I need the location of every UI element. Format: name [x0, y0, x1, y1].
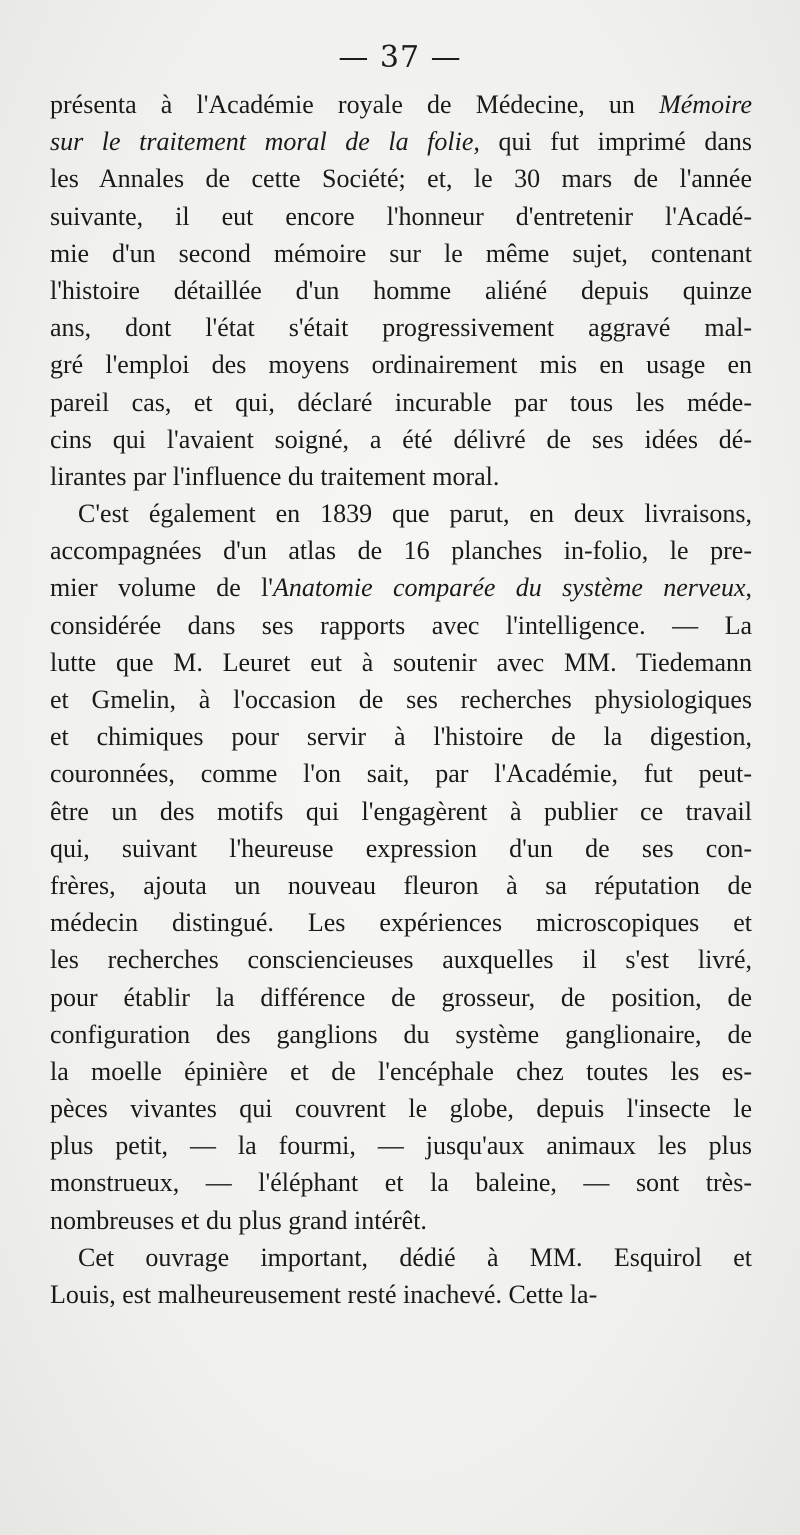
text-line	[50, 755, 752, 792]
text-segment: présenta à l'Académie royale de Médecine, un	[50, 90, 660, 119]
italic-title-segment: Mémoire	[659, 90, 752, 119]
text-segment: considérée dans ses rapports avec l'intelligence. — La	[50, 610, 752, 640]
text-segment: l'histoire détaillée d'un homme aliéné depuis quinze	[50, 275, 752, 305]
text-line	[50, 1239, 752, 1276]
text-line	[50, 421, 752, 458]
text-segment: frères, ajouta un nouveau fleuron à sa réputation de	[50, 870, 752, 900]
text-line	[50, 644, 752, 681]
text-line	[50, 1202, 752, 1239]
text-segment: ,	[745, 573, 753, 603]
text-line	[50, 681, 752, 718]
text-line	[50, 160, 752, 197]
text-line	[50, 309, 752, 346]
text-line	[50, 235, 752, 272]
text-segment: cins qui l'avaient soigné, a été délivré de ses idées dé-	[50, 424, 752, 454]
italic-title-segment: Anatomie comparée du système nerveux	[273, 573, 746, 603]
text-line	[50, 384, 752, 421]
paragraph	[50, 86, 752, 495]
text-segment: configuration des ganglions du système ganglionaire, de	[50, 1019, 752, 1049]
text-segment: les recherches consciencieuses auxquelles il s'est livré,	[50, 945, 752, 975]
text-segment: Louis, est malheureusement resté inachevé. Cette la-	[50, 1280, 598, 1309]
text-segment: ans, dont l'état s'était progressivement aggravé mal-	[50, 313, 752, 343]
text-segment: mier volume de l'	[50, 573, 273, 603]
text-line	[50, 830, 752, 867]
text-segment: Cet ouvrage important, dédié à MM. Esquirol et	[78, 1242, 752, 1272]
text-segment: nombreuses et du plus grand intérêt.	[50, 1205, 427, 1235]
text-line	[50, 1053, 752, 1090]
text-line	[50, 1016, 752, 1053]
text-segment: qui, suivant l'heureuse expression d'un de ses con-	[50, 833, 752, 863]
text-line	[50, 979, 752, 1016]
text-segment: mie d'un second mémoire sur le même sujet, contenant	[50, 238, 752, 268]
italic-title-segment: sur le traitement moral de la folie,	[50, 127, 480, 157]
text-segment: être un des motifs qui l'engagèrent à publier ce travail	[50, 796, 752, 826]
text-segment: pareil cas, et qui, déclaré incurable par tous les méde-	[50, 387, 752, 417]
text-line	[50, 458, 752, 495]
paragraph	[50, 495, 752, 1239]
page-number: — 37 —	[338, 40, 462, 75]
text-line	[50, 1127, 752, 1164]
text-segment: couronnées, comme l'on sait, par l'Académie, fut peut-	[50, 759, 752, 789]
text-segment: lutte que M. Leuret eut à soutenir avec MM. Tiedemann	[50, 647, 752, 677]
text-segment: qui fut imprimé dans	[479, 127, 753, 157]
text-line	[50, 904, 752, 941]
text-line	[50, 1276, 752, 1313]
text-segment: lirantes par l'influence du traitement moral.	[50, 461, 500, 491]
text-line	[50, 607, 752, 644]
text-segment: gré l'emploi des moyens ordinairement mis en usage en	[50, 350, 752, 380]
text-segment: et chimiques pour servir à l'histoire de la digestion,	[50, 722, 752, 752]
text-line	[50, 198, 752, 235]
text-line	[50, 532, 752, 569]
paragraph	[50, 1239, 752, 1313]
text-segment: accompagnées d'un atlas de 16 planches in-folio, le pre-	[50, 536, 752, 566]
text-segment: plus petit, — la fourmi, — jusqu'aux animaux les plus	[50, 1131, 752, 1161]
text-segment: pèces vivantes qui couvrent le globe, depuis l'insecte le	[50, 1094, 752, 1124]
text-line	[50, 1164, 752, 1201]
text-line	[50, 867, 752, 904]
body-text	[50, 86, 752, 1313]
text-segment: pour établir la différence de grosseur, de position, de	[50, 982, 752, 1012]
text-segment: la moelle épinière et de l'encéphale chez toutes les es-	[50, 1056, 752, 1086]
text-segment: monstrueux, — l'éléphant et la baleine, — sont très-	[50, 1168, 752, 1198]
text-line	[50, 123, 752, 160]
text-segment: C'est également en 1839 que parut, en deux livraisons,	[78, 499, 752, 529]
text-line	[50, 718, 752, 755]
text-line	[50, 346, 752, 383]
text-line	[50, 793, 752, 830]
text-segment: et Gmelin, à l'occasion de ses recherches physiologiques	[50, 685, 752, 714]
text-line	[50, 272, 752, 309]
text-line	[50, 1090, 752, 1127]
text-line	[50, 86, 752, 123]
text-segment: les Annales de cette Société; et, le 30 mars de l'année	[50, 164, 752, 194]
text-segment: suivante, il eut encore l'honneur d'entretenir l'Acadé-	[50, 201, 752, 231]
text-line	[50, 569, 752, 606]
text-line	[50, 495, 752, 532]
text-line	[50, 941, 752, 978]
text-segment: médecin distingué. Les expériences microscopiques et	[50, 908, 752, 938]
